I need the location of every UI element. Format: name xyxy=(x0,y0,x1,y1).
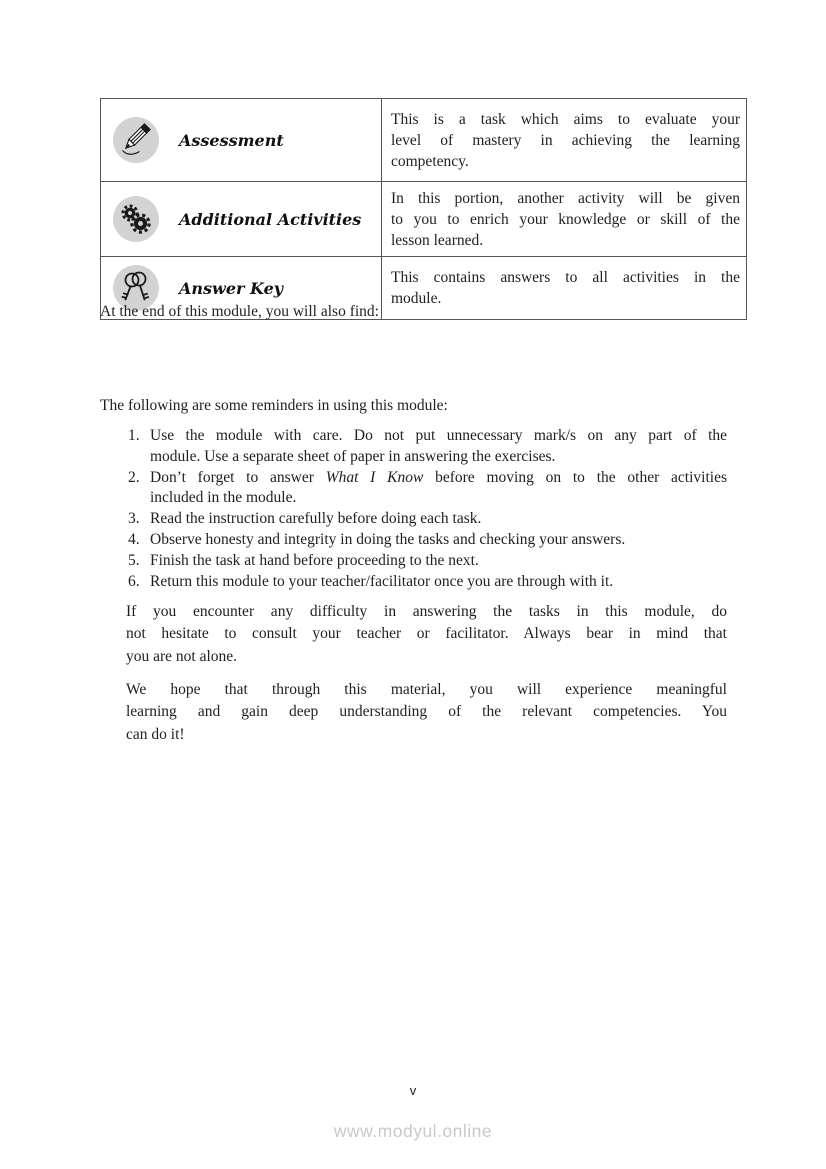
list-item-text: Use the module with care. Do not put unnecessary mark/s on any part of the module. Use a separate sheet of paper in answering the exercises. xyxy=(150,427,727,465)
table-row-assessment xyxy=(101,99,747,182)
reminders-heading: The following are some reminders in using this module: xyxy=(100,397,448,414)
list-item-text: Observe honesty and integrity in doing the tasks and checking your answers. xyxy=(150,530,626,548)
encouragement-paragraph: We hope that through this material, you will experience meaningful learning and gain deep understanding of the relevant competencies. You can do it! xyxy=(126,681,727,743)
additional-activities-description: In this portion, another activity will be given to you to enrich your knowledge or skill of the lesson learned. xyxy=(382,182,747,257)
list-item xyxy=(128,468,727,510)
assessment-label-cell xyxy=(101,99,382,182)
list-item xyxy=(128,551,727,572)
list-item xyxy=(128,426,727,468)
assessment-description: This is a task which aims to evaluate your level of mastery in achieving the learning competency. xyxy=(382,99,747,182)
list-item-number: 6. xyxy=(128,572,140,590)
difficulty-paragraph: If you encounter any difficulty in answering the tasks in this module, do not hesitate to consult your teacher or facilitator. Always bear in mind that you are not alone. xyxy=(126,603,727,665)
watermark-text: www.modyul.online xyxy=(333,1121,493,1141)
reminders-list xyxy=(128,426,727,592)
list-item-number: 2. xyxy=(128,468,140,486)
pencil-icon xyxy=(113,117,159,163)
list-item-text: Return this module to your teacher/facilitator once you are through with it. xyxy=(150,572,614,590)
list-item-number: 4. xyxy=(128,530,140,548)
assessment-label: Assessment xyxy=(179,130,284,150)
list-item xyxy=(128,530,727,551)
list-item-number: 3. xyxy=(128,510,140,528)
page-number: v xyxy=(409,1083,417,1098)
gears-icon xyxy=(113,196,159,242)
answer-key-label: Answer Key xyxy=(179,278,284,298)
table-row-additional-activities xyxy=(101,182,747,257)
list-item-text: Don’t forget to answer What I Know before moving on to the other activities included in the module. xyxy=(150,468,727,507)
list-item-number: 5. xyxy=(128,551,140,569)
list-item-number: 1. xyxy=(128,427,140,444)
list-item-text: Read the instruction carefully before doing each task. xyxy=(150,510,482,528)
module-parts-table xyxy=(100,98,747,320)
answer-key-description: This contains answers to all activities in the module. xyxy=(382,257,747,320)
additional-activities-label: Additional Activities xyxy=(179,209,362,229)
list-item xyxy=(128,509,727,530)
list-item xyxy=(128,572,727,593)
end-of-module-note: At the end of this module, you will also find: xyxy=(100,303,379,320)
list-item-text: Finish the task at hand before proceeding to the next. xyxy=(150,551,479,569)
additional-activities-label-cell xyxy=(101,182,382,257)
